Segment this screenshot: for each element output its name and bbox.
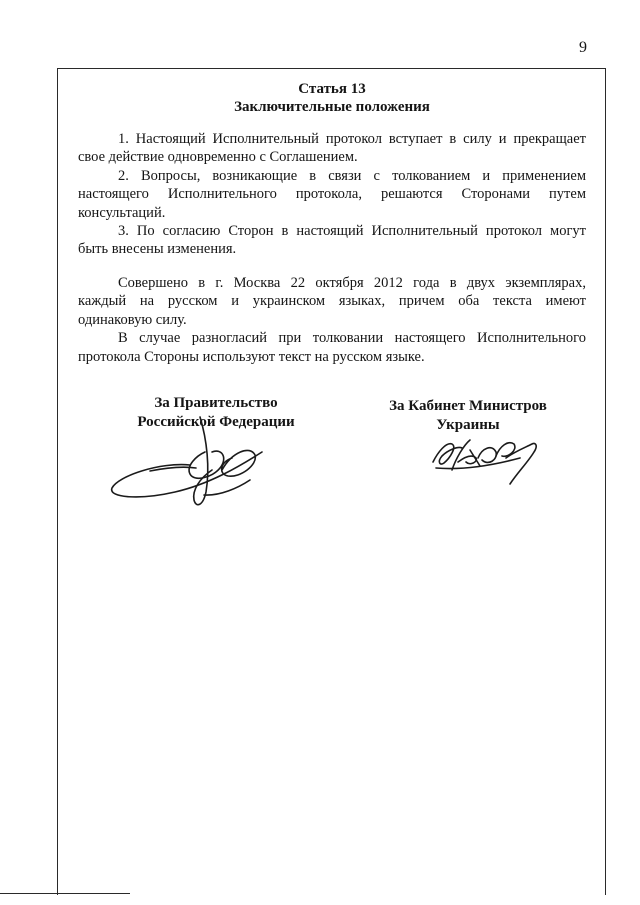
text-line: каждый на русском и украинском языках, причем оба текста имеют [78, 293, 586, 310]
text-line: одинаковую силу. [78, 311, 187, 328]
signatory-right [358, 397, 578, 434]
article-title: Статья 13 [298, 81, 366, 97]
page-number: 9 [579, 39, 587, 56]
clause-1 [78, 130, 586, 167]
clauses [78, 130, 586, 259]
closing-paragraph-divergence [78, 329, 586, 366]
article-subtitle: Заключительные положения [234, 98, 430, 115]
signatory-right-line2: Украины [436, 416, 500, 433]
closing-text [78, 274, 586, 366]
text-line: настоящего Исполнительного протокола, решаются Сторонами путем [78, 186, 586, 203]
bottom-rule [0, 893, 130, 894]
clause-3 [78, 222, 586, 259]
text-line: 3. По согласию Сторон в настоящий Исполнительный протокол могут [118, 222, 586, 239]
text-line: Совершено в г. Москва 22 октября 2012 года в двух экземплярах, [118, 275, 586, 291]
clause-2 [78, 167, 586, 222]
text-line: свое действие одновременно с Соглашением. [78, 149, 358, 166]
text-line: 1. Настоящий Исполнительный протокол вступает в силу и прекращает [118, 131, 586, 147]
text-line: консультаций. [78, 204, 166, 221]
text-line: быть внесены изменения. [78, 241, 237, 258]
text-line: 2. Вопросы, возникающие в связи с толкованием и применением [118, 167, 586, 184]
text-line: В случае разногласий при толковании настоящего Исполнительного [118, 330, 586, 347]
signatory-right-line1: За Кабинет Министров [389, 398, 547, 414]
signatory-left-line2: Российской Федерации [137, 413, 295, 430]
signatory-left-line1: За Правительство [154, 395, 278, 411]
article-heading [78, 81, 586, 116]
text-line: протокола Стороны используют текст на русском языке. [78, 348, 425, 365]
closing-paragraph-done-at [78, 274, 586, 329]
signatory-left [106, 394, 326, 431]
